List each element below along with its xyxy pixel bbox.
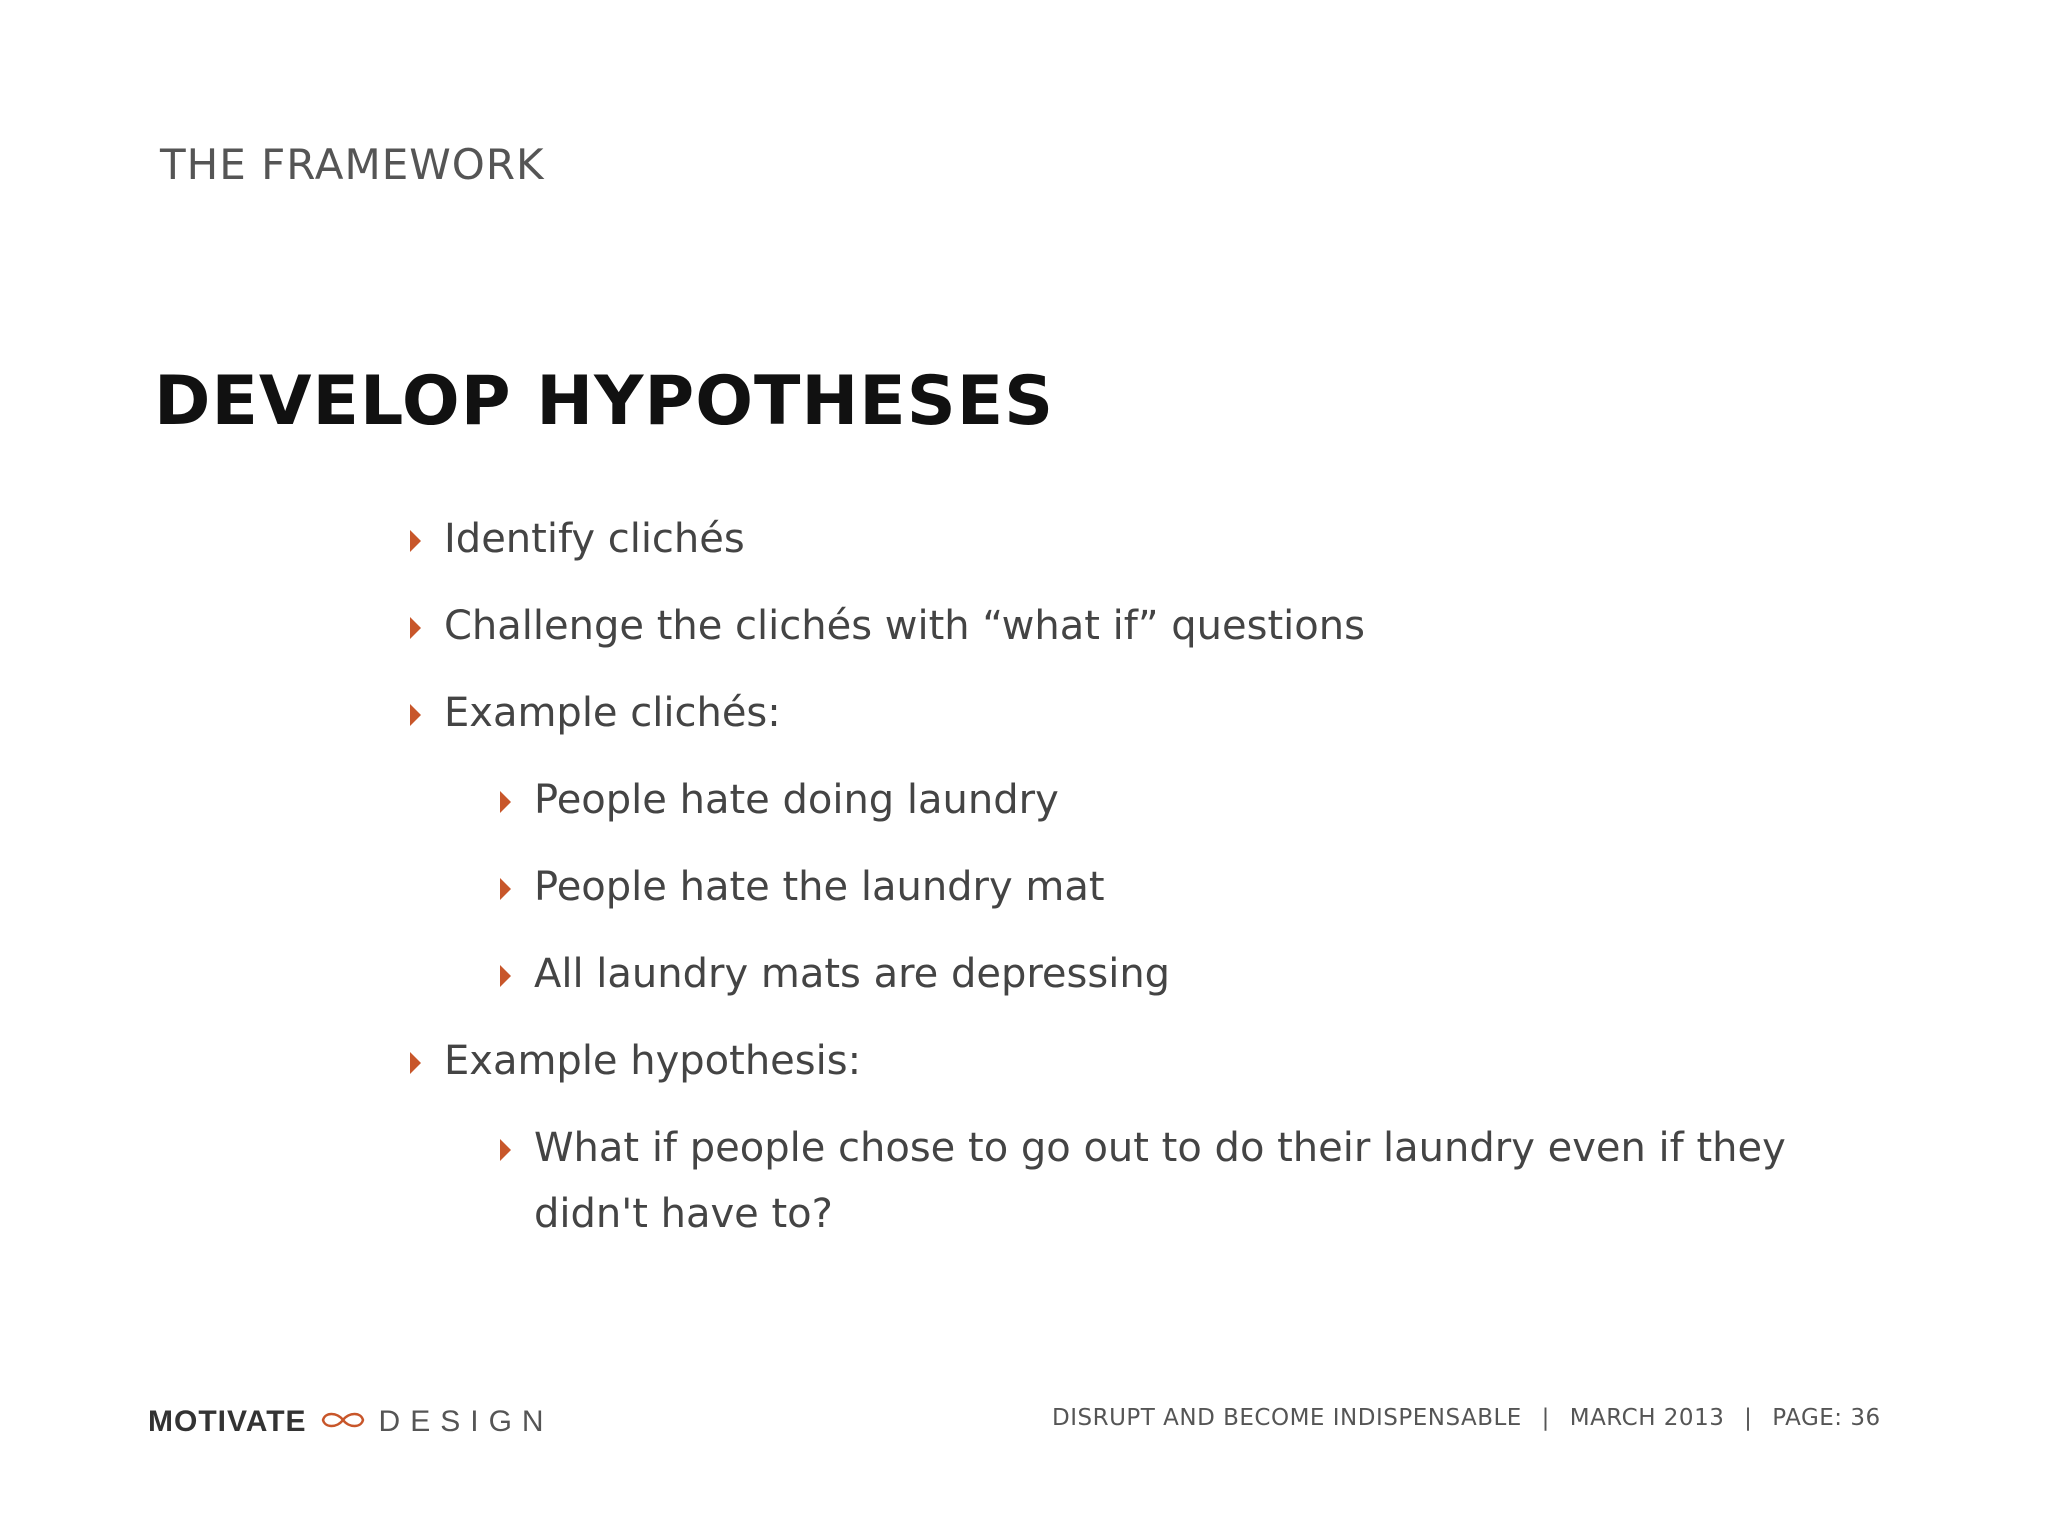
footer-separator: | (1541, 1405, 1550, 1431)
footer-separator: | (1744, 1405, 1753, 1431)
footer-info (1052, 1405, 1881, 1431)
bullet-text: Example clichés: (444, 690, 781, 736)
sub-bullet-item (498, 854, 1868, 920)
bullet-item (408, 506, 1868, 572)
bullet-list (408, 506, 1868, 1268)
triangle-bullet-icon (410, 530, 421, 552)
sub-bullet-item (498, 1115, 1868, 1247)
triangle-bullet-icon (410, 704, 421, 726)
deck-title: DISRUPT AND BECOME INDISPENSABLE (1052, 1405, 1522, 1431)
logo-text-strong: MOTIVATE (148, 1405, 307, 1438)
bullet-text: People hate the laundry mat (534, 864, 1105, 910)
bullet-item (408, 593, 1868, 659)
infinity-icon (317, 1408, 369, 1436)
bullet-text: Challenge the clichés with “what if” questions (444, 603, 1365, 649)
bullet-text: All laundry mats are depressing (534, 951, 1171, 997)
bullet-item (408, 680, 1868, 746)
page-label: PAGE: (1772, 1405, 1843, 1431)
triangle-bullet-icon (500, 878, 511, 900)
sub-bullet-item (498, 941, 1868, 1007)
triangle-bullet-icon (500, 965, 511, 987)
triangle-bullet-icon (500, 1139, 511, 1161)
section-label: THE FRAMEWORK (160, 140, 545, 189)
bullet-text: People hate doing laundry (534, 777, 1059, 823)
page-number: 36 (1850, 1405, 1881, 1431)
bullet-text: Identify clichés (444, 516, 745, 562)
triangle-bullet-icon (500, 791, 511, 813)
slide-title: DEVELOP HYPOTHESES (154, 362, 1055, 441)
company-logo (148, 1402, 554, 1442)
triangle-bullet-icon (410, 1052, 421, 1074)
bullet-item (408, 1028, 1868, 1094)
triangle-bullet-icon (410, 617, 421, 639)
bullet-text: What if people chose to go out to do their laundry even if they didn't have to? (534, 1125, 1786, 1237)
deck-date: MARCH 2013 (1569, 1405, 1725, 1431)
sub-bullet-item (498, 767, 1868, 833)
bullet-text: Example hypothesis: (444, 1038, 862, 1084)
logo-text-light: DESIGN (378, 1405, 554, 1438)
